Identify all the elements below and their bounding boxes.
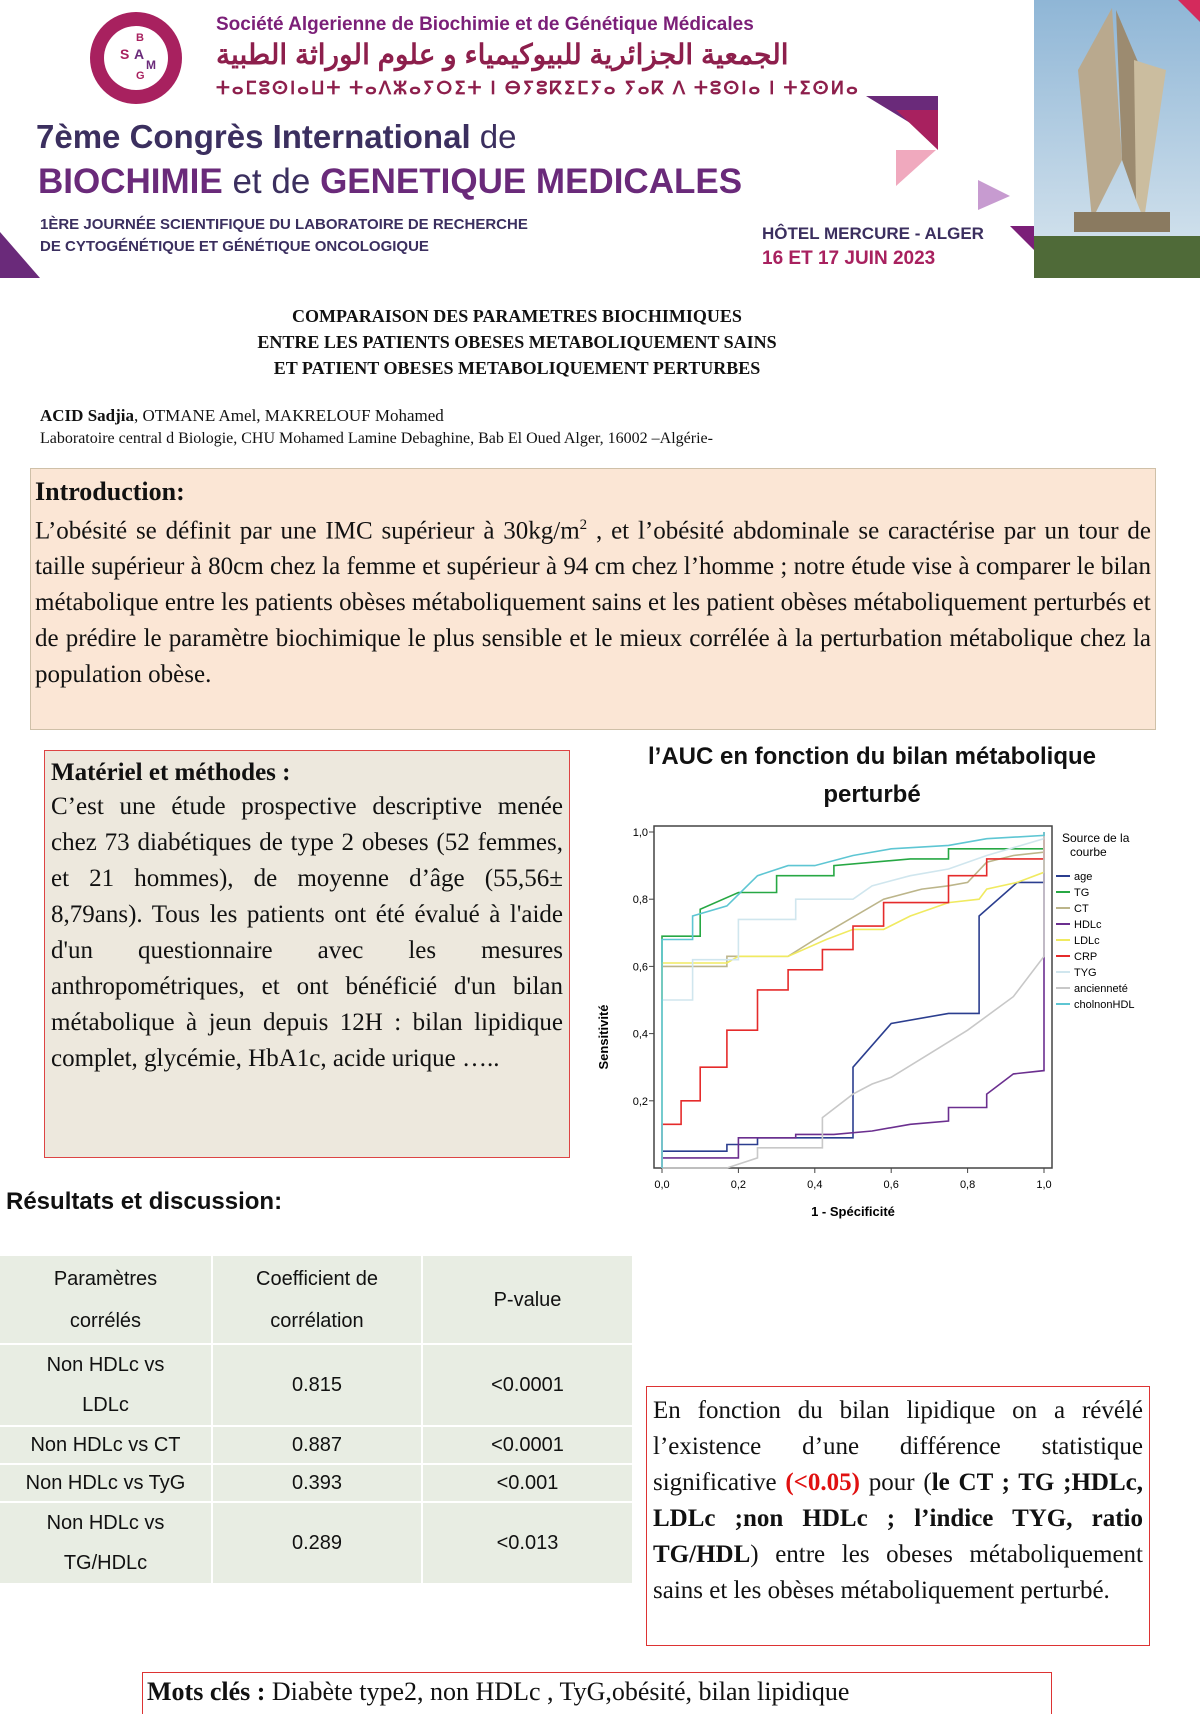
- row4-coef: 0.289: [212, 1502, 422, 1584]
- authors: [40, 406, 444, 426]
- row1-param-line2: LDLc: [82, 1394, 129, 1416]
- congress-title-line2: [38, 162, 742, 202]
- congress-de: de: [479, 118, 517, 155]
- decor-triangle-3: [896, 150, 936, 186]
- x-tick-label: 0,0: [654, 1179, 670, 1191]
- congress-et-de: et de: [232, 162, 311, 201]
- legend-label-ldlc: LDLc: [1074, 935, 1100, 947]
- introduction-heading: Introduction:: [35, 477, 185, 506]
- legend-label-hdlc: HDLc: [1074, 919, 1102, 931]
- poster-title-line3: ET PATIENT OBESES METABOLIQUEMENT PERTURBES: [273, 358, 761, 378]
- org-name-french: Société Algerienne de Biochimie et de Génétique Médicales: [216, 14, 754, 35]
- row2-coef: 0.887: [212, 1426, 422, 1464]
- congress-title-line1: [36, 118, 517, 156]
- monument-base: [1074, 212, 1170, 232]
- y-tick-label: 0,8: [632, 894, 648, 907]
- logo-letter-g: G: [136, 70, 145, 82]
- legend-label-crp: CRP: [1074, 951, 1098, 963]
- intro-text-part1: L’obésité se définit par une IMC supérieur à 30kg/m: [35, 517, 580, 545]
- org-name-tifinagh: ⵜⴰⵎⵓⵙⵏⴰⵡⵜ ⵜⴰⴷⵣⴰⵢⵔⵉⵜ ⵏ ⴱⵢⵓⴽⵉⵎⵢⴰ ⵢⴰⴽ ⴷ ⵜⵓⵙⵏⴰ ⵏ ⵜⵉⵙⵍⴰ: [216, 78, 860, 98]
- header-param: [0, 1256, 212, 1344]
- legend-label-cholnonhdl: cholnonHDL: [1074, 999, 1135, 1011]
- conclusion-part3: ) entre les obeses métaboliquement sains et les obèses métaboliquement perturbé.: [653, 1541, 1143, 1604]
- x-tick-label: 0,2: [730, 1179, 747, 1191]
- table-header-row: [0, 1256, 632, 1344]
- x-tick-label: 0,8: [959, 1179, 976, 1191]
- legend-label-tg: TG: [1074, 887, 1090, 899]
- congress-biochimie: BIOCHIMIE: [38, 162, 223, 201]
- logo-letter-s: S: [120, 46, 130, 62]
- photo-trees: [1034, 236, 1200, 278]
- logo-letter-m: M: [146, 58, 156, 72]
- row3-pvalue: <0.001: [422, 1464, 632, 1502]
- correlation-table: [0, 1256, 632, 1585]
- header-param-line1: Paramètres: [53, 1267, 158, 1290]
- congress-genetique: GENETIQUE MEDICALES: [320, 162, 743, 201]
- x-axis-label: 1 - Spécificité: [811, 1204, 895, 1219]
- row2-param: Non HDLc vs CT: [0, 1426, 212, 1464]
- row3-param: Non HDLc vs TyG: [0, 1464, 212, 1502]
- y-tick-label: 0,6: [632, 961, 648, 974]
- legend-label-age: age: [1074, 871, 1093, 883]
- intro-text-part2: , et l’obésité abdominale se caractérise par un tour de taille supérieur à 80cm chez la femme et supérieur à 94 cm chez l’homme ; notre étude vise à comparer le bilan métabolique entre les patients obèses métaboliquement sains et les patient obèses métaboliquement perturbés et: [35, 517, 1151, 617]
- x-tick-label: 1,0: [1036, 1179, 1052, 1191]
- row4-param: [0, 1502, 212, 1584]
- monument-illustration: [1034, 0, 1200, 278]
- table-row: [0, 1502, 632, 1584]
- significance-threshold: (<0.05): [785, 1469, 861, 1496]
- methods-heading: Matériel et méthodes :: [51, 759, 291, 786]
- legend-label-ancienneté: ancienneté: [1074, 983, 1128, 995]
- introduction-box: [30, 468, 1156, 730]
- logo-letter-b: B: [136, 32, 144, 44]
- decor-triangle-4: [978, 180, 1010, 210]
- legend-label-ct: CT: [1074, 903, 1089, 915]
- table-row: [0, 1464, 632, 1502]
- row4-param-line1: Non HDLc vs: [46, 1512, 165, 1534]
- header-param-line2: corrélés: [69, 1309, 142, 1332]
- y-tick-label: 0,4: [632, 1028, 648, 1041]
- conclusion-part2: pour (: [860, 1469, 932, 1496]
- row1-param-line1: Non HDLc vs: [46, 1354, 165, 1376]
- keywords-box: [142, 1672, 1052, 1714]
- poster-title-line1: COMPARAISON DES PARAMETRES BIOCHIMIQUES: [292, 306, 742, 326]
- row3-coef: 0.393: [212, 1464, 422, 1502]
- row2-pvalue: <0.0001: [422, 1426, 632, 1464]
- org-name-arabic: الجمعية الجزائرية للبيوكيمياء و علوم الوراثة الطبية: [216, 39, 789, 70]
- conclusion-text: [653, 1393, 1143, 1609]
- methods-text: C’est une étude prospective descriptive menée chez 73 diabétiques de type 2 obeses (52 femmes, et 21 hommes), de moyenne d’âge (55,56± 8,79ans). Tous les patients ont été évalué à l'aide d'un questionnaire avec les mesures anthropométriques, et ont bénéficié d'un bilan métabolique à jeun depuis 12H : bilan lipidique complet, glycémie, HbA1c, acide urique …..: [51, 793, 563, 1072]
- logo-letter-a: A: [134, 46, 145, 62]
- journee-line2: DE CYTOGÉNÉTIQUE ET GÉNÉTIQUE ONCOLOGIQUE: [40, 238, 429, 255]
- significant-parameters: le CT ; TG ;HDLc, LDLc ;non HDLc ; l’indice TYG, ratio TG/HDL: [653, 1469, 1144, 1568]
- row4-param-line2: TG/HDLc: [63, 1552, 148, 1574]
- society-logo: [80, 8, 192, 108]
- x-tick-label: 0,4: [807, 1179, 823, 1191]
- affiliation: Laboratoire central d Biologie, CHU Mohamed Lamine Debaghine, Bab El Oued Alger, 16002 –Algérie-: [40, 430, 713, 447]
- congress-dates: 16 ET 17 JUIN 2023: [762, 248, 936, 269]
- congress-banner: [0, 0, 1034, 278]
- poster-title-line2: ENTRE LES PATIENTS OBESES METABOLIQUEMENT SAINS: [257, 332, 777, 352]
- methods-box: [44, 750, 570, 1158]
- keywords-text: Diabète type2, non HDLc , TyG,obésité, bilan lipidique: [265, 1677, 850, 1706]
- y-axis-label: Sensitivité: [596, 1004, 611, 1070]
- legend-title-line1: Source de la: [1062, 831, 1130, 845]
- co-authors: , OTMANE Amel, MAKRELOUF Mohamed: [134, 406, 444, 425]
- table-row: [0, 1344, 632, 1426]
- row1-pvalue: <0.0001: [422, 1344, 632, 1426]
- row1-param: [0, 1344, 212, 1426]
- journee-line1: 1ÈRE JOURNÉE SCIENTIFIQUE DU LABORATOIRE DE RECHERCHE: [40, 216, 528, 233]
- corner-triangle-left: [0, 232, 40, 278]
- chart-title: l’AUC en fonction du bilan métabolique perturbé: [648, 743, 1096, 808]
- table-row: [0, 1426, 632, 1464]
- header-pvalue: P-value: [422, 1256, 632, 1344]
- y-tick-label: 1,0: [632, 827, 648, 839]
- header-coef-line1: Coefficient de: [256, 1267, 378, 1290]
- keywords-label: Mots clés :: [147, 1677, 266, 1706]
- row4-pvalue: <0.013: [422, 1502, 632, 1584]
- header-coef: [212, 1256, 422, 1344]
- lead-author: ACID Sadjia: [40, 406, 134, 425]
- decor-triangle-5: [1010, 226, 1034, 250]
- roc-chart: [586, 810, 1135, 1340]
- venue: HÔTEL MERCURE - ALGER: [762, 224, 984, 243]
- conclusion-box: [646, 1386, 1150, 1646]
- congress-number: 7ème Congrès International: [36, 118, 471, 155]
- intro-superscript: 2: [579, 517, 588, 533]
- legend-title-line2: courbe: [1070, 845, 1107, 859]
- row1-coef: 0.815: [212, 1344, 422, 1426]
- conclusion-part1: En fonction du bilan lipidique on a révélé l’existence d’une différence statistique significative: [653, 1397, 1143, 1496]
- header-coef-line2: corrélation: [270, 1309, 364, 1332]
- intro-text-part3: de prédire le paramètre biochimique le plus sensible et le mieux corrélée à la perturbation métabolique chez la population obèse.: [35, 625, 1151, 689]
- introduction-text: [35, 507, 1151, 693]
- monument-photo: [1034, 0, 1200, 278]
- results-heading: Résultats et discussion:: [6, 1188, 283, 1215]
- x-tick-label: 0,6: [883, 1179, 899, 1191]
- legend-label-tyg: TYG: [1074, 967, 1097, 979]
- y-tick-label: 0,2: [632, 1095, 648, 1108]
